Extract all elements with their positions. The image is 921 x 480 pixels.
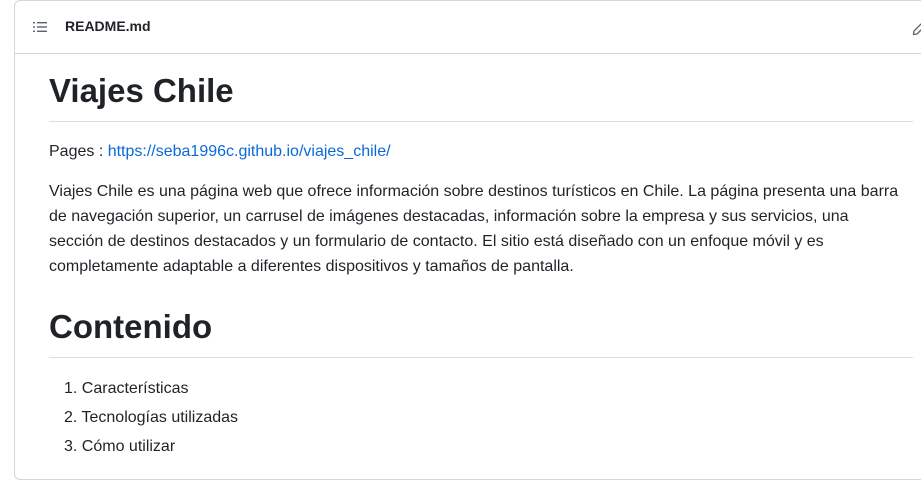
pages-label: Pages : <box>49 143 108 160</box>
list-item <box>49 432 238 461</box>
list-item-number: 3. <box>64 438 78 455</box>
pencil-icon[interactable] <box>912 20 921 36</box>
contents-heading: Contenido <box>49 308 913 358</box>
list-item-number: 1. <box>64 380 78 397</box>
readme-filename[interactable]: README.md <box>65 18 151 34</box>
list-item-label: Tecnologías utilizadas <box>81 409 239 426</box>
page-title: Viajes Chile <box>49 72 913 122</box>
list-unordered-icon[interactable] <box>32 19 48 35</box>
list-item-label: Características <box>81 380 189 397</box>
pages-line <box>49 139 913 164</box>
list-item <box>49 374 238 403</box>
list-item <box>49 403 238 432</box>
list-item-number: 2. <box>64 409 78 426</box>
list-item-label: Cómo utilizar <box>81 438 176 455</box>
contents-list <box>49 374 238 461</box>
description-paragraph: Viajes Chile es una página web que ofrece información sobre destinos turísticos en Chile. La página presenta una barra de navegación superior, un carrusel de imágenes destacadas, información sobre la empresa y sus servicios, una sección de destinos destacados y un formulario de contacto. El sitio está diseñado con un enfoque móvil y es completamente adaptable a diferentes dispositivos y tamaños de pantalla. <box>49 183 899 275</box>
readme-panel <box>14 0 921 480</box>
pages-link[interactable]: https://seba1996c.github.io/viajes_chile/ <box>107 143 391 160</box>
readme-header <box>15 1 921 54</box>
